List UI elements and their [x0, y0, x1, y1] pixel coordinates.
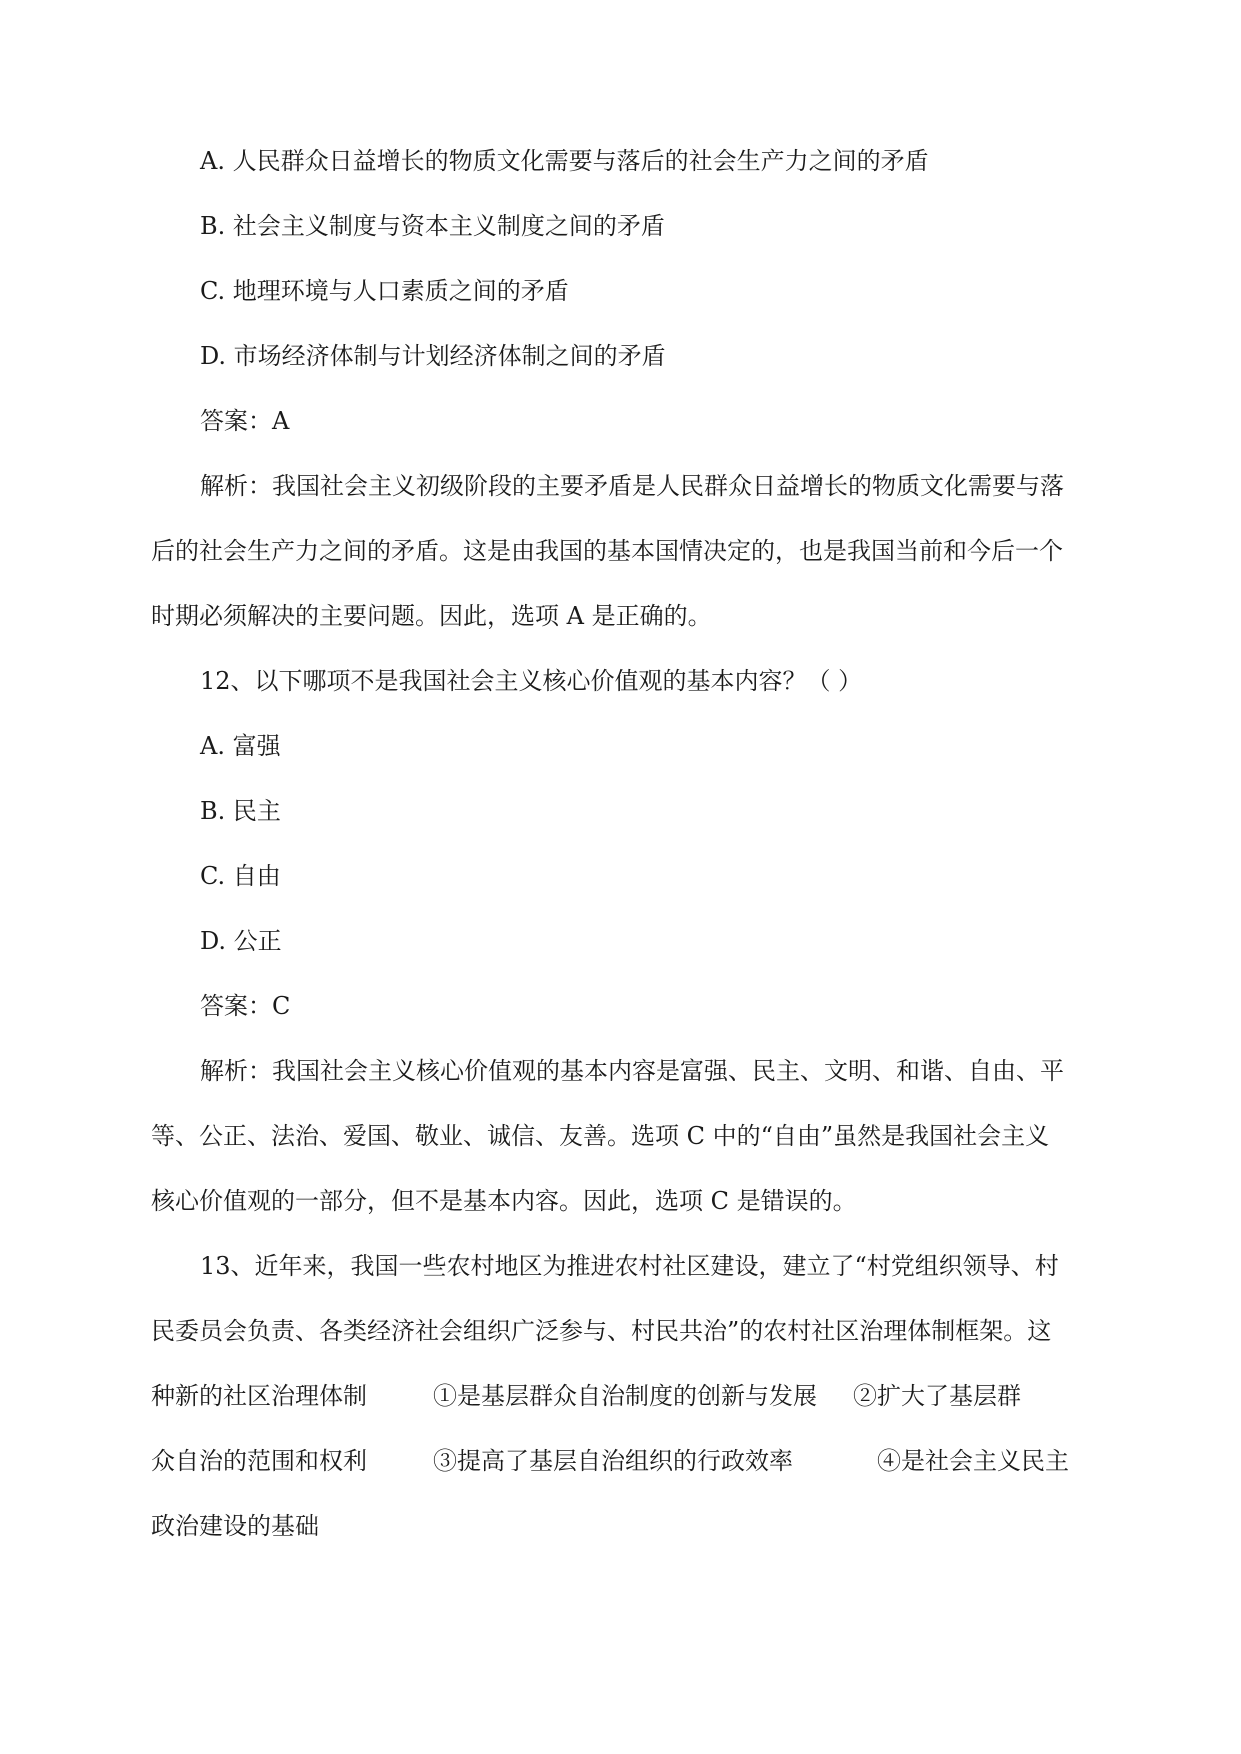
q12-option-a: A. 富强: [200, 732, 281, 760]
q11-analysis-line-1: 解析：我国社会主义初级阶段的主要矛盾是人民群众日益增长的物质文化需要与落: [200, 472, 1064, 500]
q11-analysis-line-2: 后的社会生产力之间的矛盾。这是由我国的基本国情决定的，也是我国当前和今后一个: [151, 537, 1063, 565]
q12-option-c: C. 自由: [200, 862, 281, 890]
q13-statement-3: ③提高了基层自治组织的行政效率: [433, 1447, 793, 1475]
q11-analysis: [151, 471, 1091, 631]
q13-statement-1: ①是基层群众自治制度的创新与发展: [433, 1382, 817, 1410]
q12-analysis-line-1: 解析：我国社会主义核心价值观的基本内容是富强、民主、文明、和谐、自由、平: [200, 1057, 1064, 1085]
q12-analysis: [151, 1056, 1091, 1216]
document-page: [151, 146, 1091, 1576]
q12-option-d: D. 公正: [200, 927, 282, 955]
q11-option-a: A. 人民群众日益增长的物质文化需要与落后的社会生产力之间的矛盾: [200, 147, 929, 175]
q13-statement-2-end: 众自治的范围和权利: [151, 1447, 367, 1475]
q11-option-b: B. 社会主义制度与资本主义制度之间的矛盾: [200, 212, 665, 240]
q13-statement-4-end: 政治建设的基础: [151, 1512, 319, 1540]
q12-question: 12、以下哪项不是我国社会主义核心价值观的基本内容？（ ）: [200, 667, 863, 695]
q13-line-4: [151, 1446, 1091, 1476]
q13-line-1: 13、近年来，我国一些农村地区为推进农村社区建设，建立了“村党组织领导、村: [200, 1252, 1059, 1280]
q13-line-3: [151, 1381, 1091, 1411]
q11-option-c: C. 地理环境与人口素质之间的矛盾: [200, 277, 569, 305]
q13-question: [151, 1251, 1091, 1541]
q13-statement-2-start: ②扩大了基层群: [853, 1382, 1021, 1410]
q13-statement-4-start: ④是社会主义民主: [877, 1447, 1069, 1475]
q12-option-b: B. 民主: [200, 797, 281, 825]
q11-answer: 答案：A: [200, 407, 290, 435]
q12-answer: 答案：C: [200, 992, 291, 1020]
q12-analysis-line-3: 核心价值观的一部分，但不是基本内容。因此，选项 C 是错误的。: [151, 1187, 857, 1215]
q13-line-2: 民委员会负责、各类经济社会组织广泛参与、村民共治”的农村社区治理体制框架。这: [151, 1317, 1052, 1345]
q13-line-3-stem: 种新的社区治理体制: [151, 1382, 367, 1410]
q12-analysis-line-2: 等、公正、法治、爱国、敬业、诚信、友善。选项 C 中的“自由”虽然是我国社会主义: [151, 1122, 1050, 1150]
q11-option-d: D. 市场经济体制与计划经济体制之间的矛盾: [200, 342, 666, 370]
q11-analysis-line-3: 时期必须解决的主要问题。因此，选项 A 是正确的。: [151, 602, 712, 630]
